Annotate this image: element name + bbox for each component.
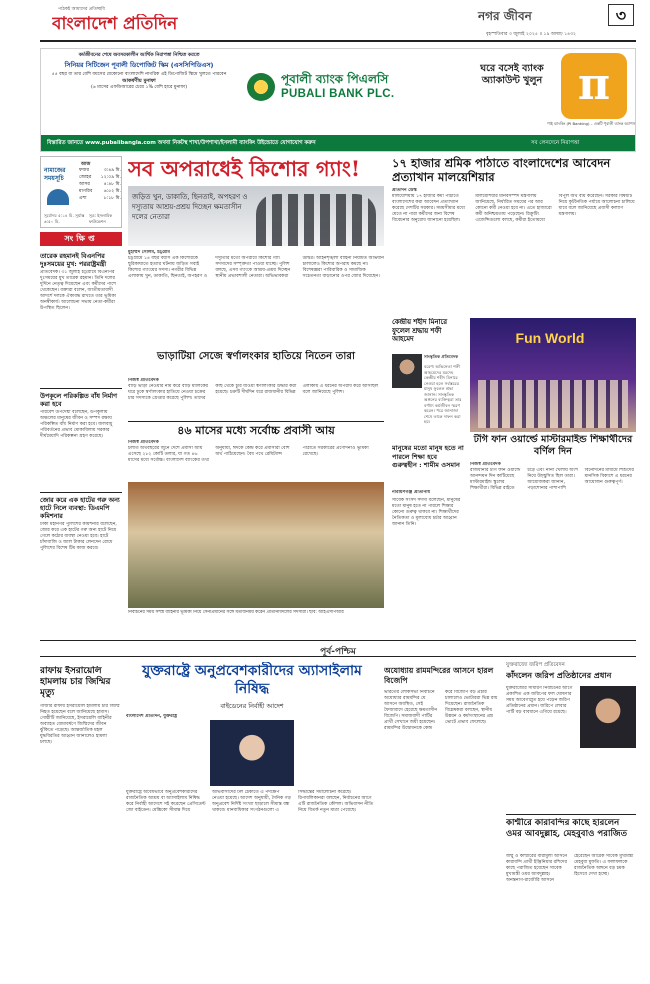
masthead-tagline: পাঠকই আমাদের প্রতিচ্ছবি (58, 7, 105, 12)
story-kicker: যুক্তরাজ্যে জরিপ প্রতিবেদন (506, 662, 565, 668)
story-us-asylum[interactable] (126, 662, 378, 984)
ad-left-panel (41, 49, 237, 135)
story-byline: সাংস্কৃতিক প্রতিবেদক (424, 354, 459, 359)
story-ayodhya[interactable] (384, 666, 500, 984)
mosque-icon (47, 189, 69, 205)
story-byline: বাংলাদেশ প্রতিদিন, যুক্তরাষ্ট্র (126, 714, 178, 719)
story-byline: নিজস্ব প্রতিবেদক (128, 378, 159, 383)
bank-emblem-icon (247, 73, 275, 101)
story-headline[interactable]: টগি ফান ওয়ার্ল্ডে মাস্টারমাইন্ড শিক্ষার্থীদের বর্ণিল দিন (473, 434, 633, 457)
story-remittance[interactable] (128, 424, 384, 480)
prayer-name: মাগরিব (79, 189, 93, 194)
story-body: রাজধানীর টগি ফান ওয়ার্ল্ডে আনন্দঘন দিন কাটিয়েছে মাস্টারমাইন্ড স্কুলের শিক্ষার্থীরা। বিভিন্ন রাইডে চড়ে এবং নানা খেলায় অংশ নিয়ে উচ্ছ্বসিত ছিল তারা। আয়োজকরা জানান, পড়াশোনার পাশাপাশি বিনোদনের মাধ্যমে শিশুদের মানসিক বিকাশে এ ধরনের আয়োজন গুরুত্বপূর্ণ। (470, 468, 634, 491)
story-body: যুক্তরাষ্ট্রে অবৈধভাবে অনুপ্রবেশকারীদের রাজনৈতিক আশ্রয় বা অ্যাসাইলাম নিষিদ্ধ করে নির্বাহী আদেশে সই করেছেন প্রেসিডেন্ট জো বাইডেন। মেক্সিকো সীমান্ত দিয়ে অভিবাসীদের ঢল ঠেকাতে এ পদক্ষেপ নেওয়া হয়েছে। আদেশ অনুযায়ী, দৈনিক গড় অনুপ্রবেশ নির্দিষ্ট সংখ্যা ছাড়ালে সীমান্ত বন্ধ থাকবে। মানবাধিকার সংগঠনগুলো এ সিদ্ধান্তের সমালোচনা করেছে। রিপাবলিকানরা বলছেন, নির্বাচনের আগে এটি রাজনৈতিক কৌশল। অভিবাসন নীতি নিয়ে বিতর্ক নতুন মাত্রা পেয়েছে। (126, 790, 374, 813)
page-number: ৩ (608, 4, 634, 26)
masthead-logo: বাংলাদেশ প্রতিদিন (52, 14, 178, 34)
prayer-row (79, 195, 121, 202)
photo-caption: নির্বাচনের সময় সশস্ত্র বাহিনীর ভূমিকা নিয়ে সেনাপ্রধানের সঙ্গে মতবিনিময় করেন প্রতিনিধিদলের সদস্যরা। ছবি: আইএসপিআর (128, 610, 344, 615)
ad-point-1: ৫৫ বছর বা তার বেশি বয়সের যেকোনো বাংলাদেশি নাগরিক এই ডিপোজিট স্কিমে খুলতে পারবেন (51, 72, 227, 77)
prayer-times-box (40, 156, 122, 228)
funworld-children (478, 380, 628, 428)
funworld-photo-title: Fun World (515, 330, 585, 346)
story-malaysia[interactable] (392, 156, 636, 316)
story-byline: প্রতিদিন ডেস্ক (392, 188, 417, 193)
story-body: গাজার রাফায় ইসরায়েলি হামলায় চার জিম্মি নিহত হয়েছেন বলে জানিয়েছে হামাস। গোষ্ঠীটি জানিয়েছে, ইসরায়েলি বাহিনীর অব্যাহত বোমাবর্ষণে জিম্মিদের জীবন ঝুঁকিতে পড়েছে। আন্তর্জাতিক মহল যুদ্ধবিরতির আহ্বান জানালেও হামলা চলছে। (40, 704, 120, 745)
prayer-name: আসর (79, 182, 90, 187)
army-meeting-photo (128, 482, 384, 608)
ad-bank-logo (247, 69, 457, 107)
section-rule (40, 640, 636, 641)
prayer-title: নামাজের সময়সূচি (44, 167, 66, 182)
story-headline[interactable]: কেন্দ্রীয় শহীদ মিনারে ফুলেল শ্রদ্ধায় শফী আহমেদ (392, 318, 448, 343)
story-byline: নিজস্ব প্রতিবেদক (128, 440, 159, 445)
section-rule (40, 656, 636, 657)
prayer-time-list (79, 167, 121, 202)
prayer-time: ১২:০৯ মি. (100, 175, 121, 180)
pi-caption: পাই ব্যাংকিং (PI Banking) – একটি পূবালী ব্যাংক অ্যাপস (547, 121, 635, 126)
brief-item (40, 392, 122, 492)
story-deck: বাইডেনের নির্বাহী আদেশ (220, 702, 284, 710)
ad-footer-right: সব লেনদেনে নিরাপত্তা (531, 140, 580, 146)
brief-item (40, 252, 122, 384)
brief-body: পরিবেশ উপদেষ্টা বলেছেন, উপকূলীয় অঞ্চলের মানুষের জীবন ও সম্পদ রক্ষায় পরিকল্পিত বাঁধ নির্মাণ করা হবে। জলবায়ু পরিবর্তনের প্রভাব মোকাবিলায় সরকার দীর্ঘমেয়াদি পরিকল্পনা গ্রহণ করেছে। (40, 410, 113, 439)
sunak-photo (580, 686, 636, 748)
story-body: চলতি অর্থবছরের জুনে দেশে প্রবাসী আয় এসেছে ২৮২ কোটি ডলার, যা গত ৪৬ মাসের মধ্যে সর্বোচ্চ। বাংলাদেশ ব্যাংকের তথ্য অনুযায়ী, ঈদকে কেন্দ্র করে প্রবাসীরা বেশি অর্থ পাঠিয়েছেন। বৈধ পথে রেমিট্যান্স পাঠাতে সরকারের প্রণোদনাও ভূমিকা রেখেছে। (128, 446, 369, 463)
story-body: বাড়ি ভাড়া নেওয়ার নাম করে বাড়ি মালিকের ঘরে ঢুকে স্বর্ণালংকার হাতিয়ে নেওয়া চক্রের চার সদস্যকে গ্রেপ্তার করেছে পুলিশ। তাদের কাছ থেকে চুরি যাওয়া স্বর্ণালংকার উদ্ধার করা হয়েছে। চক্রটি দীর্ঘদিন ধরে রাজধানীর বিভিন্ন এলাকায় এ ধরনের অপরাধ করে আসছিল বলে জানিয়েছে পুলিশ। (128, 384, 379, 401)
lead-story[interactable] (128, 156, 384, 348)
lead-body: চট্টগ্রামে ১৪ বছর বয়সি এক কিশোরকে ছুরিকাঘাতে হত্যার ঘটনায় জড়িত সবাই কিশোর গ্যাংয়ের সদস্য। নগরীর বিভিন্ন এলাকায় খুন, ডাকাতি, ছিনতাই, অপহরণ ও দস্যুতার মতো অপরাধে কিশোর গ্যাং সদস্যদের সম্পৃক্ততা পাওয়া যাচ্ছে। পুলিশ বলছে, এসব গ্যাংকে আশ্রয়-প্রশ্রয় দিচ্ছেন স্থানীয় প্রভাবশালী নেতারা। অভিভাবকরা উদ্বিগ্ন। আইনশৃঙ্খলা বাহিনী নিয়মিত অভিযান চালালেও কিশোর অপরাধ কমছে না। বিশেষজ্ঞরা পারিবারিক ও সামাজিক সচেতনতা বাড়ানোর ওপর জোর দিয়েছেন। (128, 256, 384, 279)
prayer-name: এশা (79, 196, 87, 201)
pi-symbol: π (577, 59, 611, 110)
prayer-name: ফজর (79, 168, 89, 173)
brief-header (40, 232, 122, 246)
prayer-name: জোহর (79, 175, 92, 180)
ad-scheme-name: সিনিয়র সিটিজেন পূবালী ডিপোজিট স্কিম (এসসিপিডিএস) (64, 61, 214, 69)
ad-right-slogan: ঘরে বসেই ব্যাংক অ্যাকাউন্ট খুলুন (480, 63, 544, 86)
portrait-photo (392, 354, 422, 388)
prayer-time: ৮:১৮ মি. (103, 196, 121, 201)
story-divider (128, 421, 384, 422)
prayer-time: ৩:৪৯ মি. (103, 168, 121, 173)
brief-item (40, 496, 122, 620)
story-kashmir[interactable] (506, 818, 636, 984)
story-divider (506, 814, 636, 815)
story-headline[interactable]: ৪৬ মাসের মধ্যে সর্বোচ্চ প্রবাসী আয় (177, 424, 335, 437)
story-body: বরেণ্য অভিনেতা শফী আহমেদের মরদেহ কেন্দ্রীয় শহীদ মিনারে নেওয়া হলে সর্বস্তরের মানুষ ফুলেল শ্রদ্ধা জানান। সাংস্কৃতিক অঙ্গনের ব্যক্তিত্বরা তার বর্ণাঢ্য কর্মজীবন স্মরণ করেন। পরে জানাজা শেষে তাকে দাফন করা হয়। (424, 364, 462, 424)
brief-headline: উপকূলে পরিকল্পিত বাঁধ নির্মাণ করা হবে (40, 392, 118, 408)
prayer-sub: আজ (81, 162, 91, 167)
story-headline[interactable]: ভাড়াটিয়া সেজে স্বর্ণালংকার হাতিয়ে নিতেন তারা (157, 350, 355, 362)
brief-body: প্রতিবেদক। ৩১ জুলাই চট্টগ্রামে বিএনপির দুঃসময়ের মুখ তারেক রহমান। তিনি দলের দুর্দিনে নেতৃত্ব দিয়েছেন এবং কর্মীদের পাশে থেকেছেন। বক্তারা বলেন, জাতীয়তাবাদী আদর্শে দলকে ঐক্যবদ্ধ রাখতে তার ভূমিকা অনস্বীকার্য। আলোচনা সভায় নেতা-কর্মীরা উপস্থিত ছিলেন। (40, 270, 117, 311)
story-jewelry-theft[interactable] (128, 350, 384, 420)
story-rafah[interactable] (40, 666, 120, 984)
ad-point-2: আকর্ষণীয় মুনাফা (122, 78, 156, 84)
masthead-rule (40, 40, 636, 42)
bank-name-bn: পূবালী ব্যাংক পিএলসি (281, 72, 389, 86)
ad-footer-left[interactable]: বিস্তারিত জানতে www.pubalibangla.com অথবা নিকটস্থ শাখা/উপশাখা/ইসলামী ব্যাংকিং উইন্ডোতে যোগাযোগ করুন (47, 140, 316, 146)
prayer-time: ৬:৫২ মি. (103, 189, 121, 194)
bank-advertisement[interactable] (40, 48, 636, 152)
masthead (0, 0, 650, 48)
prayer-row (79, 174, 121, 181)
story-headline[interactable]: কাঁদলেন জরিপ প্রতিষ্ঠানের প্রধান (506, 670, 612, 680)
story-byline: নারায়ণগঞ্জ প্রতিনিধি (392, 490, 431, 495)
lead-byline: মুহাম্মদ সেলিম, চট্টগ্রাম (128, 250, 170, 255)
silhouette-figures (256, 194, 376, 246)
story-uk-poll[interactable] (506, 662, 636, 812)
ad-point-3: (৬ মাসের এফডিআরের চেয়ে ১% বেশি হারে মুনাফা) (90, 85, 187, 90)
bank-name-en: PUBALI BANK PLC. (281, 88, 395, 100)
story-shafi-ahmed[interactable] (392, 318, 464, 440)
sun-times: সূর্যোদয় ৫:১৪ মি. সূর্যাস্ত ৬:৫০ মি. (44, 213, 85, 224)
prayer-row (79, 181, 121, 188)
story-byline: নিজস্ব প্রতিবেদক (470, 462, 501, 467)
story-headline[interactable]: রাফায় ইসরায়েলি হামলায় চার জিম্মির মৃত্যু (40, 666, 111, 698)
story-body: যুক্তরাজ্যের সাধারণ নির্বাচনের আগে প্রকাশিত এক জরিপের ফল ঘোষণার সময় আবেগাপ্লুত হয়ে পড়েন জরিপ প্রতিষ্ঠানের প্রধান। জরিপে লেবার পার্টি বড় ব্যবধানে এগিয়ে রয়েছে। (506, 686, 573, 715)
prayer-row (79, 188, 121, 195)
story-headline[interactable]: অযোধ্যায় রামমন্দিরের আসনে হারল বিজেপি (384, 666, 494, 685)
section-name: নগর জীবন (478, 9, 532, 23)
brief-divider (40, 388, 122, 389)
page-date: বৃহস্পতিবার ৩ জুলাই ২০২৫ ॥ ১৯ আষাঢ় ১৪৩২ (486, 32, 577, 37)
brief-headline: তারেক রহমানই বিএনপির দুঃসময়ের মুখ: পররাষ্ট্রমন্ত্রী (40, 252, 107, 268)
biden-photo (210, 720, 294, 786)
section-divider-label: পূর্ব-পশ্চিম (300, 644, 376, 659)
story-funworld[interactable] (470, 434, 636, 622)
story-body: ভারতের লোকসভা নির্বাচনে অযোধ্যার রামমন্দির যে আসনে অবস্থিত, সেই ফৈজাবাদে হেরেছে ক্ষমতাসীন বিজেপি। সমাজবাদী পার্টির প্রার্থী সেখানে জয়ী হয়েছেন। রামমন্দির উদ্বোধনকে কেন্দ্র করে বিজেপি বড় প্রচার চালালেও ভোটাররা ভিন্ন রায় দিয়েছেন। রাজনৈতিক বিশ্লেষকরা বলছেন, স্থানীয় উন্নয়ন ও কর্মসংস্থানের প্রশ্ন ভোটে প্রভাব ফেলেছে। (384, 690, 498, 731)
story-headline[interactable]: কাশ্মীরে কারাবন্দির কাছে হারলেন ওমর আবদুল্লাহ, মেহবুবাও পরাজিত (506, 818, 628, 839)
brief-divider (40, 492, 122, 493)
ad-left-heading: কর্মজীবনের শেষে অবসরকালীন আর্থিক নিরাপত্তা নিশ্চিত করতে (78, 53, 200, 58)
story-headline[interactable]: ১৭ হাজার শ্রমিক পাঠাতে বাংলাদেশের আবেদন প্রত্যাখান মালয়েশিয়ার (392, 156, 611, 184)
brief-headline: জোর করে এক হাটের গরু অন্য হাটে নিলে ব্যবস্থা: ডিএমপি কমিশনার (40, 496, 120, 520)
lead-headline[interactable]: সব অপরাধেই কিশোর গ্যাং! (128, 156, 361, 181)
brief-body: ঢাকা মহানগর পুলিশের কমিশনার বলেছেন, জোর করে এক হাটের গরু অন্য হাটে নিয়ে গেলে কঠোর ব্যবস্থা নেওয়া হবে। হাটে চাঁদাবাজি ও জাল টাকার লেনদেন রোধে পুলিশের বিশেষ টিম কাজ করবে। (40, 522, 117, 551)
story-body: মালয়েশিয়ায় ১৭ হাজার কর্মী পাঠাতে বাংলাদেশের করা আবেদন প্রত্যাখ্যান করেছে দেশটির সরকার। সময়সীমার মধ্যে যেতে না পারা কর্মীদের জন্য বিশেষ বিবেচনার অনুরোধ জানানো হয়েছিল। মালয়েশিয়ার মানবসম্পদ মন্ত্রণালয় জানিয়েছে, নির্ধারিত সময়ের পর আর কোনো কর্মী নেওয়া হবে না। এতে হাজারো কর্মী অনিশ্চয়তায় পড়েছেন। রিক্রুটিং এজেন্সিগুলো বলছে, কর্মীরা ইতোমধ্যে বিপুল অর্থ ব্যয় করেছেন। সরকার বিষয়টি নিয়ে কূটনৈতিক পর্যায়ে আলোচনা চালিয়ে যাবে বলে জানিয়েছে প্রবাসী কল্যাণ মন্ত্রণালয়। (392, 194, 635, 223)
prayer-row (79, 167, 121, 174)
story-body: সাবেক সংসদ সদস্য বলেছেন, মানুষের মতো মানুষ হতে না পারলে শিক্ষার কোনো গুরুত্ব থাকবে না। শিক্ষার্থীদের নৈতিকতা ও মূল্যবোধ চর্চার আহ্বান জানান তিনি। (392, 498, 461, 527)
lead-deck: জড়িত খুন, ডাকাতি, ছিনতাই, অপহরণ ও দস্যুতায় আশ্রয়-প্রশ্রয় দিচ্ছেন ক্ষমতাসীন দলের নেতারা (132, 193, 248, 221)
sun-note: সূত্র: ইসলামিক ফাউন্ডেশন (89, 213, 113, 224)
story-body: জম্মু ও কাশ্মীরের বারামুলা আসনে কারাবন্দি প্রার্থী ইঞ্জিনিয়ার রশিদের কাছে পরাজিত হয়েছেন সাবেক মুখ্যমন্ত্রী ওমর আবদুল্লাহ। অনন্তনাগ-রাজৌরি আসনে হেরেছেন আরেক সাবেক মুখ্যমন্ত্রী মেহবুবা মুফতি। এ ফলাফলকে রাজনৈতিক অঙ্গনে বড় চমক হিসেবে দেখা হচ্ছে। (506, 854, 634, 883)
story-shamim-osman[interactable] (392, 444, 464, 622)
story-headline[interactable]: যুক্তরাষ্ট্রে অনুপ্রবেশকারীদের অ্যাসাইলাম নিষিদ্ধ (142, 663, 362, 697)
prayer-time: ৪:৪৮ মি. (103, 182, 121, 187)
brief-title: সংক্ষিপ্ত (64, 234, 98, 243)
story-headline[interactable]: মানুষের মতো মানুষ হতে না পারলে শিক্ষা হবে গুরুত্বহীন : শামীম ওসমান (392, 444, 464, 469)
